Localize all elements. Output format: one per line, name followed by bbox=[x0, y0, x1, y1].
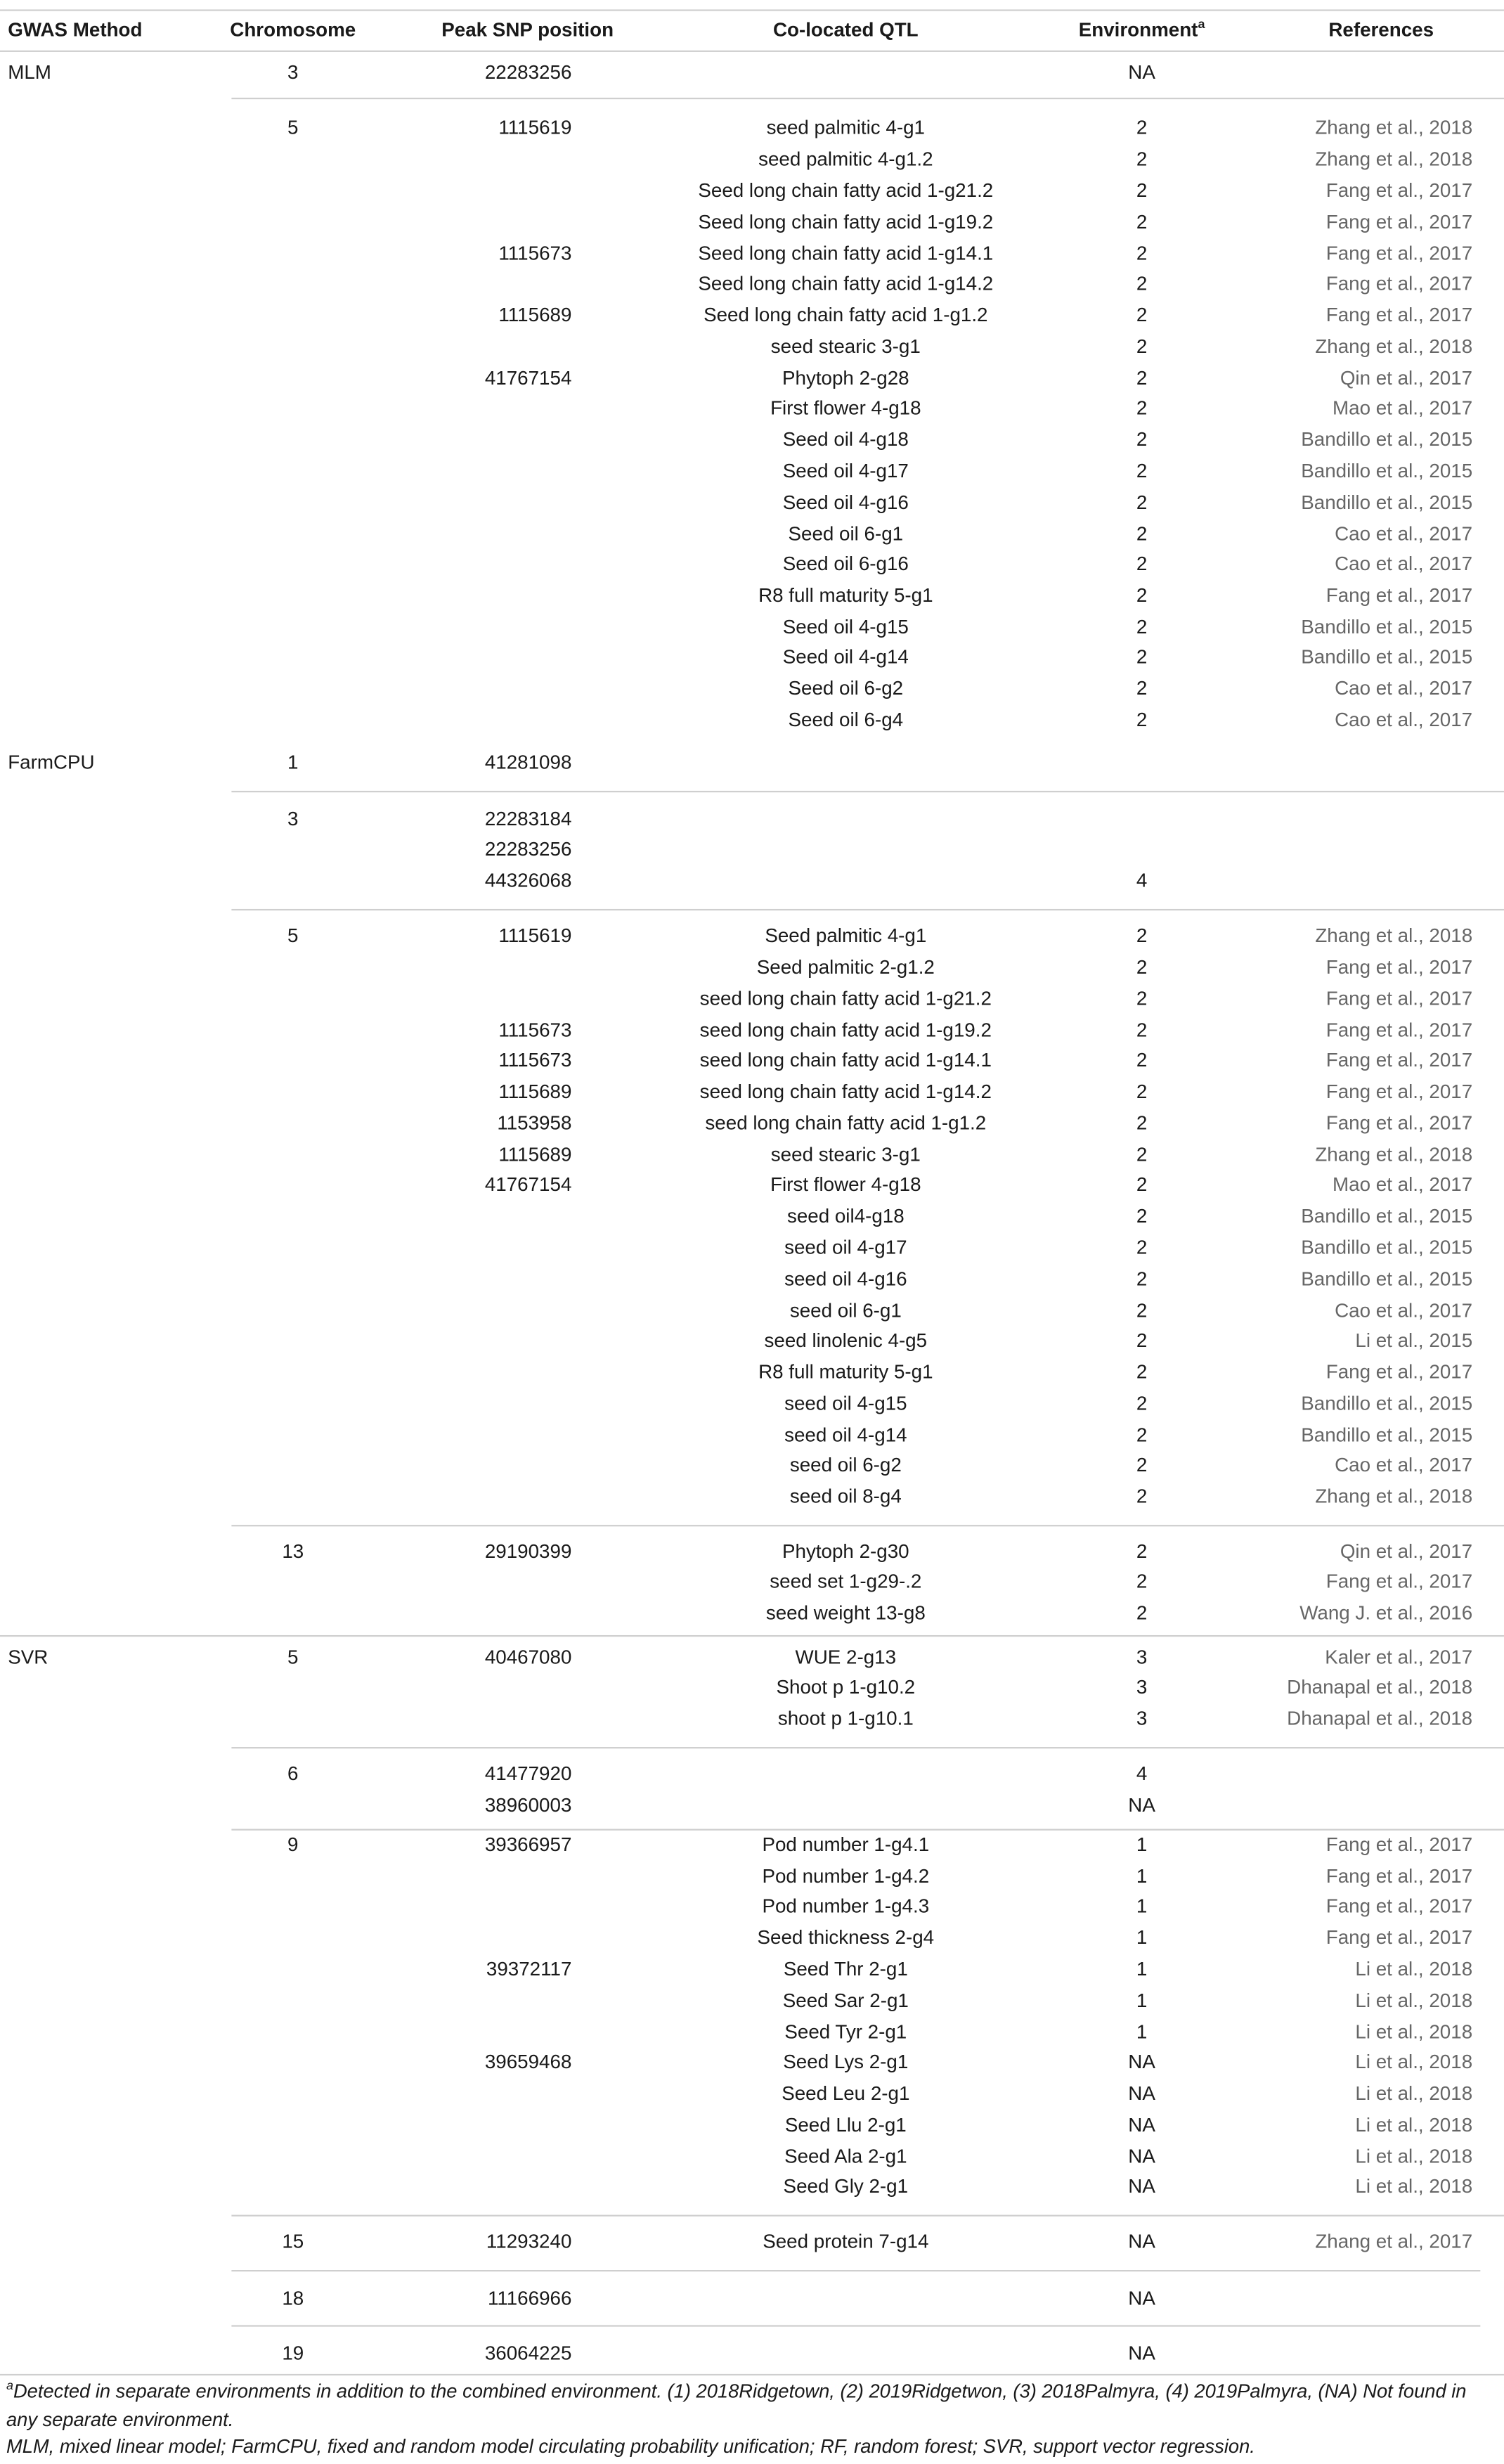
cell-co-located-qtl: Pod number 1-g4.3 bbox=[762, 1895, 930, 1918]
cell-gwas-method: FarmCPU bbox=[8, 751, 95, 774]
cell-environment: 3 bbox=[1136, 1646, 1148, 1669]
cell-reference: Fang et al., 2017 bbox=[1325, 1895, 1473, 1918]
header-peak-snp: Peak SNP position bbox=[441, 18, 614, 41]
group-divider bbox=[231, 909, 1504, 910]
cell-co-located-qtl: seed long chain fatty acid 1-g21.2 bbox=[699, 987, 992, 1010]
cell-co-located-qtl: Pod number 1-g4.1 bbox=[762, 1833, 930, 1856]
cell-environment: NA bbox=[1128, 2175, 1155, 2198]
cell-environment: 2 bbox=[1136, 148, 1148, 171]
cell-reference: Li et al., 2018 bbox=[1355, 2051, 1473, 2073]
cell-peak-snp: 38960003 bbox=[484, 1794, 572, 1817]
cell-reference: Fang et al., 2017 bbox=[1325, 584, 1473, 607]
cell-reference: Bandillo et al., 2015 bbox=[1301, 491, 1473, 514]
cell-reference: Fang et al., 2017 bbox=[1325, 272, 1473, 295]
cell-environment: 2 bbox=[1136, 522, 1148, 546]
cell-peak-snp: 39372117 bbox=[486, 1958, 572, 1980]
cell-environment: NA bbox=[1128, 2342, 1155, 2365]
cell-co-located-qtl: seed linolenic 4-g5 bbox=[764, 1329, 928, 1352]
cell-environment: 1 bbox=[1136, 1865, 1148, 1888]
cell-reference: Cao et al., 2017 bbox=[1335, 709, 1473, 731]
cell-co-located-qtl: Phytoph 2-g28 bbox=[782, 367, 909, 389]
cell-co-located-qtl: Seed Llu 2-g1 bbox=[784, 2114, 907, 2136]
cell-environment: 1 bbox=[1136, 1833, 1148, 1856]
cell-environment: 2 bbox=[1136, 987, 1148, 1010]
cell-environment: 1 bbox=[1136, 1895, 1148, 1918]
cell-co-located-qtl: seed oil 4-g16 bbox=[784, 1268, 907, 1291]
cell-chromosome: 5 bbox=[287, 116, 299, 139]
cell-co-located-qtl: Seed Tyr 2-g1 bbox=[784, 2020, 907, 2044]
cell-reference: Bandillo et al., 2015 bbox=[1301, 460, 1473, 482]
cell-co-located-qtl: Seed protein 7-g14 bbox=[763, 2230, 929, 2253]
cell-co-located-qtl: WUE 2-g13 bbox=[795, 1646, 897, 1669]
cell-reference: Cao et al., 2017 bbox=[1335, 1454, 1473, 1476]
cell-peak-snp: 1153958 bbox=[497, 1112, 572, 1135]
cell-reference: Kaler et al., 2017 bbox=[1325, 1646, 1473, 1669]
cell-reference: Li et al., 2018 bbox=[1355, 2145, 1473, 2168]
cell-co-located-qtl: seed oil 6-g2 bbox=[789, 1454, 902, 1476]
cell-environment: 2 bbox=[1136, 1112, 1148, 1135]
group-divider bbox=[231, 791, 1504, 792]
cell-environment: 4 bbox=[1136, 1762, 1148, 1785]
cell-environment: 2 bbox=[1136, 616, 1148, 638]
cell-reference: Zhang et al., 2018 bbox=[1315, 924, 1473, 947]
cell-environment: 2 bbox=[1136, 179, 1148, 202]
cell-environment: 2 bbox=[1136, 1601, 1148, 1625]
cell-co-located-qtl: Seed oil 6-g16 bbox=[782, 553, 909, 575]
cell-environment: 2 bbox=[1136, 396, 1148, 420]
cell-reference: Dhanapal et al., 2018 bbox=[1287, 1708, 1473, 1730]
header-gwas-method: GWAS Method bbox=[8, 18, 143, 41]
cell-co-located-qtl: seed oil4-g18 bbox=[786, 1205, 905, 1227]
cell-chromosome: 18 bbox=[282, 2287, 304, 2310]
cell-environment: 2 bbox=[1136, 1454, 1148, 1476]
cell-environment: 2 bbox=[1136, 1361, 1148, 1383]
cell-reference: Fang et al., 2017 bbox=[1325, 1361, 1473, 1383]
cell-co-located-qtl: seed palmitic 4-g1 bbox=[766, 116, 925, 139]
cell-co-located-qtl: Seed oil 6-g1 bbox=[788, 522, 904, 546]
cell-peak-snp: 11166966 bbox=[487, 2287, 572, 2310]
cell-environment: 3 bbox=[1136, 1676, 1148, 1698]
cell-environment: 2 bbox=[1136, 1570, 1148, 1593]
cell-environment: 2 bbox=[1136, 1392, 1148, 1415]
cell-peak-snp: 1115689 bbox=[498, 1081, 572, 1103]
cell-co-located-qtl: Seed oil 4-g15 bbox=[782, 616, 909, 638]
cell-co-located-qtl: First flower 4-g18 bbox=[770, 1173, 921, 1196]
cell-environment: 2 bbox=[1136, 460, 1148, 482]
cell-environment: 2 bbox=[1136, 709, 1148, 731]
cell-reference: Zhang et al., 2018 bbox=[1315, 1143, 1473, 1166]
cell-co-located-qtl: Seed Sar 2-g1 bbox=[782, 1989, 909, 2012]
cell-environment: 2 bbox=[1136, 428, 1148, 451]
cell-reference: Fang et al., 2017 bbox=[1325, 211, 1473, 233]
cell-co-located-qtl: seed stearic 3-g1 bbox=[770, 335, 921, 358]
cell-co-located-qtl: seed stearic 3-g1 bbox=[770, 1143, 921, 1166]
cell-chromosome: 1 bbox=[287, 751, 299, 774]
cell-co-located-qtl: shoot p 1-g10.1 bbox=[777, 1708, 914, 1730]
cell-co-located-qtl: Seed palmitic 2-g1.2 bbox=[756, 956, 935, 979]
cell-peak-snp: 39659468 bbox=[484, 2051, 572, 2073]
cell-reference: Qin et al., 2017 bbox=[1340, 367, 1473, 389]
cell-environment: 2 bbox=[1136, 116, 1148, 139]
footnote-environment-text: Detected in separate environments in addition to the combined environment. (1) 2018Ridgetown, (2) 2019Ridgetwon, (3) 2018Palmyra, (4) 2019Palmyra, (NA) Not found in any separate environment. bbox=[6, 2380, 1467, 2430]
cell-peak-snp: 36064225 bbox=[484, 2342, 572, 2365]
cell-peak-snp: 1115673 bbox=[498, 1019, 572, 1042]
cell-peak-snp: 39366957 bbox=[484, 1833, 572, 1856]
cell-environment: 2 bbox=[1136, 1173, 1148, 1196]
cell-chromosome: 3 bbox=[287, 61, 299, 84]
cell-environment: 2 bbox=[1136, 1329, 1148, 1352]
cell-co-located-qtl: Phytoph 2-g30 bbox=[782, 1540, 909, 1563]
cell-chromosome: 5 bbox=[287, 924, 299, 947]
table-top-rule bbox=[0, 9, 1504, 11]
cell-reference: Bandillo et al., 2015 bbox=[1301, 1237, 1473, 1259]
cell-co-located-qtl: R8 full maturity 5-g1 bbox=[758, 584, 933, 607]
cell-co-located-qtl: seed palmitic 4-g1.2 bbox=[758, 148, 933, 171]
cell-reference: Mao et al., 2017 bbox=[1333, 396, 1473, 420]
cell-environment: 2 bbox=[1136, 272, 1148, 295]
cell-co-located-qtl: seed weight 13-g8 bbox=[765, 1601, 926, 1625]
cell-reference: Li et al., 2018 bbox=[1355, 2175, 1473, 2198]
cell-co-located-qtl: Seed Gly 2-g1 bbox=[783, 2175, 909, 2198]
cell-peak-snp: 22283184 bbox=[484, 808, 572, 830]
cell-reference: Fang et al., 2017 bbox=[1325, 179, 1473, 202]
cell-environment: 2 bbox=[1136, 1237, 1148, 1259]
cell-co-located-qtl: seed oil 4-g14 bbox=[784, 1424, 907, 1447]
cell-reference: Li et al., 2018 bbox=[1355, 1989, 1473, 2012]
cell-peak-snp: 22283256 bbox=[484, 838, 572, 860]
cell-reference: Li et al., 2018 bbox=[1355, 1958, 1473, 1980]
header-environment-label: Environment bbox=[1078, 18, 1198, 41]
cell-co-located-qtl: R8 full maturity 5-g1 bbox=[758, 1361, 933, 1383]
cell-reference: Mao et al., 2017 bbox=[1333, 1173, 1473, 1196]
cell-co-located-qtl: seed long chain fatty acid 1-g14.1 bbox=[699, 1049, 992, 1071]
cell-reference: Zhang et al., 2018 bbox=[1315, 116, 1473, 139]
footnote-abbreviations: MLM, mixed linear model; FarmCPU, fixed and random model circulating probability unification; RF, random forest; SVR, support vector regression. bbox=[6, 2435, 1255, 2458]
header-environment-footnote-mark: a bbox=[1198, 17, 1205, 32]
cell-co-located-qtl: Seed Ala 2-g1 bbox=[784, 2145, 907, 2168]
cell-reference: Bandillo et al., 2015 bbox=[1301, 616, 1473, 638]
cell-environment: 2 bbox=[1136, 1299, 1148, 1322]
cell-environment: 1 bbox=[1136, 1989, 1148, 2012]
cell-co-located-qtl: Seed Lys 2-g1 bbox=[783, 2051, 909, 2073]
cell-co-located-qtl: seed set 1-g29-.2 bbox=[770, 1570, 922, 1593]
cell-reference: Fang et al., 2017 bbox=[1325, 1865, 1473, 1888]
cell-reference: Li et al., 2018 bbox=[1355, 2020, 1473, 2044]
cell-chromosome: 5 bbox=[287, 1646, 299, 1669]
cell-chromosome: 6 bbox=[287, 1762, 299, 1785]
cell-reference: Fang et al., 2017 bbox=[1325, 1926, 1473, 1949]
header-environment bbox=[1079, 19, 1205, 41]
cell-reference: Zhang et al., 2018 bbox=[1315, 335, 1473, 358]
cell-chromosome: 13 bbox=[282, 1540, 304, 1563]
cell-reference: Fang et al., 2017 bbox=[1325, 1570, 1473, 1593]
cell-chromosome: 3 bbox=[287, 808, 299, 830]
cell-chromosome: 9 bbox=[287, 1833, 299, 1856]
cell-peak-snp: 41477920 bbox=[484, 1762, 572, 1785]
cell-reference: Bandillo et al., 2015 bbox=[1301, 1205, 1473, 1227]
cell-co-located-qtl: Seed long chain fatty acid 1-g1.2 bbox=[704, 304, 988, 326]
group-divider bbox=[231, 2270, 1480, 2271]
cell-environment: NA bbox=[1128, 61, 1155, 84]
cell-environment: 2 bbox=[1136, 924, 1148, 947]
cell-peak-snp: 1115619 bbox=[498, 924, 572, 947]
cell-reference: Cao et al., 2017 bbox=[1335, 553, 1473, 575]
cell-environment: 4 bbox=[1136, 869, 1148, 892]
group-divider bbox=[231, 1829, 1504, 1831]
cell-co-located-qtl: seed long chain fatty acid 1-g1.2 bbox=[705, 1112, 987, 1135]
cell-reference: Fang et al., 2017 bbox=[1325, 956, 1473, 979]
cell-reference: Fang et al., 2017 bbox=[1325, 987, 1473, 1010]
cell-reference: Qin et al., 2017 bbox=[1340, 1540, 1473, 1563]
cell-peak-snp: 1115619 bbox=[498, 116, 572, 139]
cell-chromosome: 19 bbox=[282, 2342, 304, 2365]
cell-environment: 2 bbox=[1136, 677, 1148, 699]
cell-co-located-qtl: Seed long chain fatty acid 1-g19.2 bbox=[698, 211, 994, 233]
header-references: References bbox=[1328, 18, 1434, 41]
cell-environment: 2 bbox=[1136, 1205, 1148, 1227]
cell-co-located-qtl: Seed long chain fatty acid 1-g14.2 bbox=[698, 272, 994, 295]
cell-reference: Fang et al., 2017 bbox=[1325, 1049, 1473, 1071]
cell-peak-snp: 29190399 bbox=[484, 1540, 572, 1563]
cell-peak-snp: 41767154 bbox=[484, 1173, 572, 1196]
cell-reference: Dhanapal et al., 2018 bbox=[1287, 1676, 1473, 1698]
cell-reference: Zhang et al., 2018 bbox=[1315, 148, 1473, 171]
cell-co-located-qtl: Seed long chain fatty acid 1-g21.2 bbox=[698, 179, 994, 202]
cell-environment: NA bbox=[1128, 2230, 1155, 2253]
group-divider bbox=[231, 1525, 1504, 1526]
cell-reference: Fang et al., 2017 bbox=[1325, 1833, 1473, 1856]
cell-peak-snp: 41281098 bbox=[484, 751, 572, 774]
cell-environment: 2 bbox=[1136, 1540, 1148, 1563]
cell-co-located-qtl: seed oil 6-g1 bbox=[789, 1299, 902, 1322]
cell-environment: 2 bbox=[1136, 956, 1148, 979]
cell-peak-snp: 1115673 bbox=[498, 1049, 572, 1071]
cell-co-located-qtl: Seed oil 4-g14 bbox=[782, 645, 909, 669]
cell-peak-snp: 22283256 bbox=[484, 61, 572, 84]
cell-reference: Wang J. et al., 2016 bbox=[1299, 1601, 1473, 1625]
cell-environment: 2 bbox=[1136, 1143, 1148, 1166]
cell-co-located-qtl: First flower 4-g18 bbox=[770, 396, 921, 420]
cell-environment: NA bbox=[1128, 1794, 1155, 1817]
header-bottom-rule bbox=[0, 51, 1504, 52]
cell-reference: Cao et al., 2017 bbox=[1335, 522, 1473, 546]
cell-environment: 2 bbox=[1136, 1268, 1148, 1291]
cell-reference: Bandillo et al., 2015 bbox=[1301, 428, 1473, 451]
cell-environment: NA bbox=[1128, 2082, 1155, 2105]
cell-reference: Li et al., 2015 bbox=[1355, 1329, 1473, 1352]
cell-environment: 2 bbox=[1136, 584, 1148, 607]
cell-co-located-qtl: seed oil 4-g15 bbox=[784, 1392, 907, 1415]
group-divider bbox=[231, 2325, 1480, 2326]
cell-reference: Fang et al., 2017 bbox=[1325, 1081, 1473, 1103]
cell-peak-snp: 11293240 bbox=[486, 2230, 572, 2253]
cell-reference: Fang et al., 2017 bbox=[1325, 304, 1473, 326]
cell-co-located-qtl: Seed oil 4-g17 bbox=[782, 460, 909, 482]
cell-co-located-qtl: Seed thickness 2-g4 bbox=[757, 1926, 935, 1949]
cell-reference: Zhang et al., 2018 bbox=[1315, 1485, 1473, 1508]
cell-reference: Fang et al., 2017 bbox=[1325, 1112, 1473, 1135]
cell-co-located-qtl: seed long chain fatty acid 1-g19.2 bbox=[699, 1019, 992, 1042]
cell-environment: NA bbox=[1128, 2145, 1155, 2168]
cell-co-located-qtl: Seed oil 4-g18 bbox=[782, 428, 909, 451]
cell-co-located-qtl: Seed Leu 2-g1 bbox=[782, 2082, 910, 2105]
cell-reference: Cao et al., 2017 bbox=[1335, 677, 1473, 699]
cell-co-located-qtl: Pod number 1-g4.2 bbox=[762, 1865, 930, 1888]
cell-co-located-qtl: Seed long chain fatty acid 1-g14.1 bbox=[698, 243, 994, 265]
group-divider bbox=[231, 98, 1504, 99]
cell-co-located-qtl: seed oil 8-g4 bbox=[789, 1485, 902, 1508]
cell-environment: 2 bbox=[1136, 335, 1148, 358]
cell-reference: Li et al., 2018 bbox=[1355, 2114, 1473, 2136]
cell-reference: Zhang et al., 2017 bbox=[1315, 2230, 1473, 2253]
cell-peak-snp: 41767154 bbox=[484, 367, 572, 389]
cell-reference: Fang et al., 2017 bbox=[1325, 1019, 1473, 1042]
cell-environment: 3 bbox=[1136, 1708, 1148, 1730]
cell-environment: 2 bbox=[1136, 243, 1148, 265]
cell-environment: 2 bbox=[1136, 1424, 1148, 1447]
cell-environment: 2 bbox=[1136, 211, 1148, 233]
cell-reference: Fang et al., 2017 bbox=[1325, 243, 1473, 265]
cell-environment: NA bbox=[1128, 2051, 1155, 2073]
cell-gwas-method: SVR bbox=[8, 1646, 48, 1669]
footnote-environment bbox=[6, 2379, 1495, 2434]
cell-environment: 1 bbox=[1136, 1926, 1148, 1949]
cell-peak-snp: 40467080 bbox=[484, 1646, 572, 1669]
cell-environment: 2 bbox=[1136, 1081, 1148, 1103]
cell-environment: 2 bbox=[1136, 491, 1148, 514]
cell-environment: 2 bbox=[1136, 1019, 1148, 1042]
cell-environment: 1 bbox=[1136, 1958, 1148, 1980]
cell-reference: Bandillo et al., 2015 bbox=[1301, 645, 1473, 669]
cell-co-located-qtl: Seed Thr 2-g1 bbox=[783, 1958, 908, 1980]
cell-co-located-qtl: Seed palmitic 4-g1 bbox=[765, 924, 927, 947]
footnote-mark: a bbox=[6, 2378, 13, 2393]
cell-peak-snp: 1115689 bbox=[498, 304, 572, 326]
cell-co-located-qtl: Seed oil 6-g2 bbox=[788, 677, 904, 699]
cell-co-located-qtl: seed long chain fatty acid 1-g14.2 bbox=[699, 1081, 992, 1103]
cell-peak-snp: 1115673 bbox=[498, 243, 572, 265]
cell-environment: 2 bbox=[1136, 1049, 1148, 1071]
cell-co-located-qtl: Seed oil 4-g16 bbox=[782, 491, 909, 514]
cell-chromosome: 15 bbox=[282, 2230, 304, 2253]
group-divider bbox=[0, 1635, 1504, 1637]
cell-environment: 1 bbox=[1136, 2020, 1148, 2044]
cell-co-located-qtl: seed oil 4-g17 bbox=[784, 1237, 907, 1259]
cell-co-located-qtl: Seed oil 6-g4 bbox=[788, 709, 904, 731]
cell-reference: Bandillo et al., 2015 bbox=[1301, 1268, 1473, 1291]
cell-environment: NA bbox=[1128, 2114, 1155, 2136]
table-bottom-rule bbox=[0, 2374, 1504, 2375]
cell-reference: Li et al., 2018 bbox=[1355, 2082, 1473, 2105]
group-divider bbox=[231, 1747, 1504, 1748]
cell-co-located-qtl: Shoot p 1-g10.2 bbox=[776, 1676, 916, 1698]
cell-gwas-method: MLM bbox=[8, 61, 51, 84]
cell-environment: 2 bbox=[1136, 367, 1148, 389]
group-divider bbox=[231, 2215, 1504, 2217]
cell-environment: 2 bbox=[1136, 1485, 1148, 1508]
cell-peak-snp: 44326068 bbox=[484, 869, 572, 892]
cell-reference: Bandillo et al., 2015 bbox=[1301, 1392, 1473, 1415]
cell-environment: 2 bbox=[1136, 645, 1148, 669]
cell-peak-snp: 1115689 bbox=[498, 1143, 572, 1166]
cell-reference: Bandillo et al., 2015 bbox=[1301, 1424, 1473, 1447]
cell-environment: 2 bbox=[1136, 304, 1148, 326]
cell-environment: NA bbox=[1128, 2287, 1155, 2310]
cell-reference: Cao et al., 2017 bbox=[1335, 1299, 1473, 1322]
header-chromosome: Chromosome bbox=[230, 18, 356, 41]
header-co-located-qtl: Co-located QTL bbox=[772, 18, 919, 41]
cell-environment: 2 bbox=[1136, 553, 1148, 575]
